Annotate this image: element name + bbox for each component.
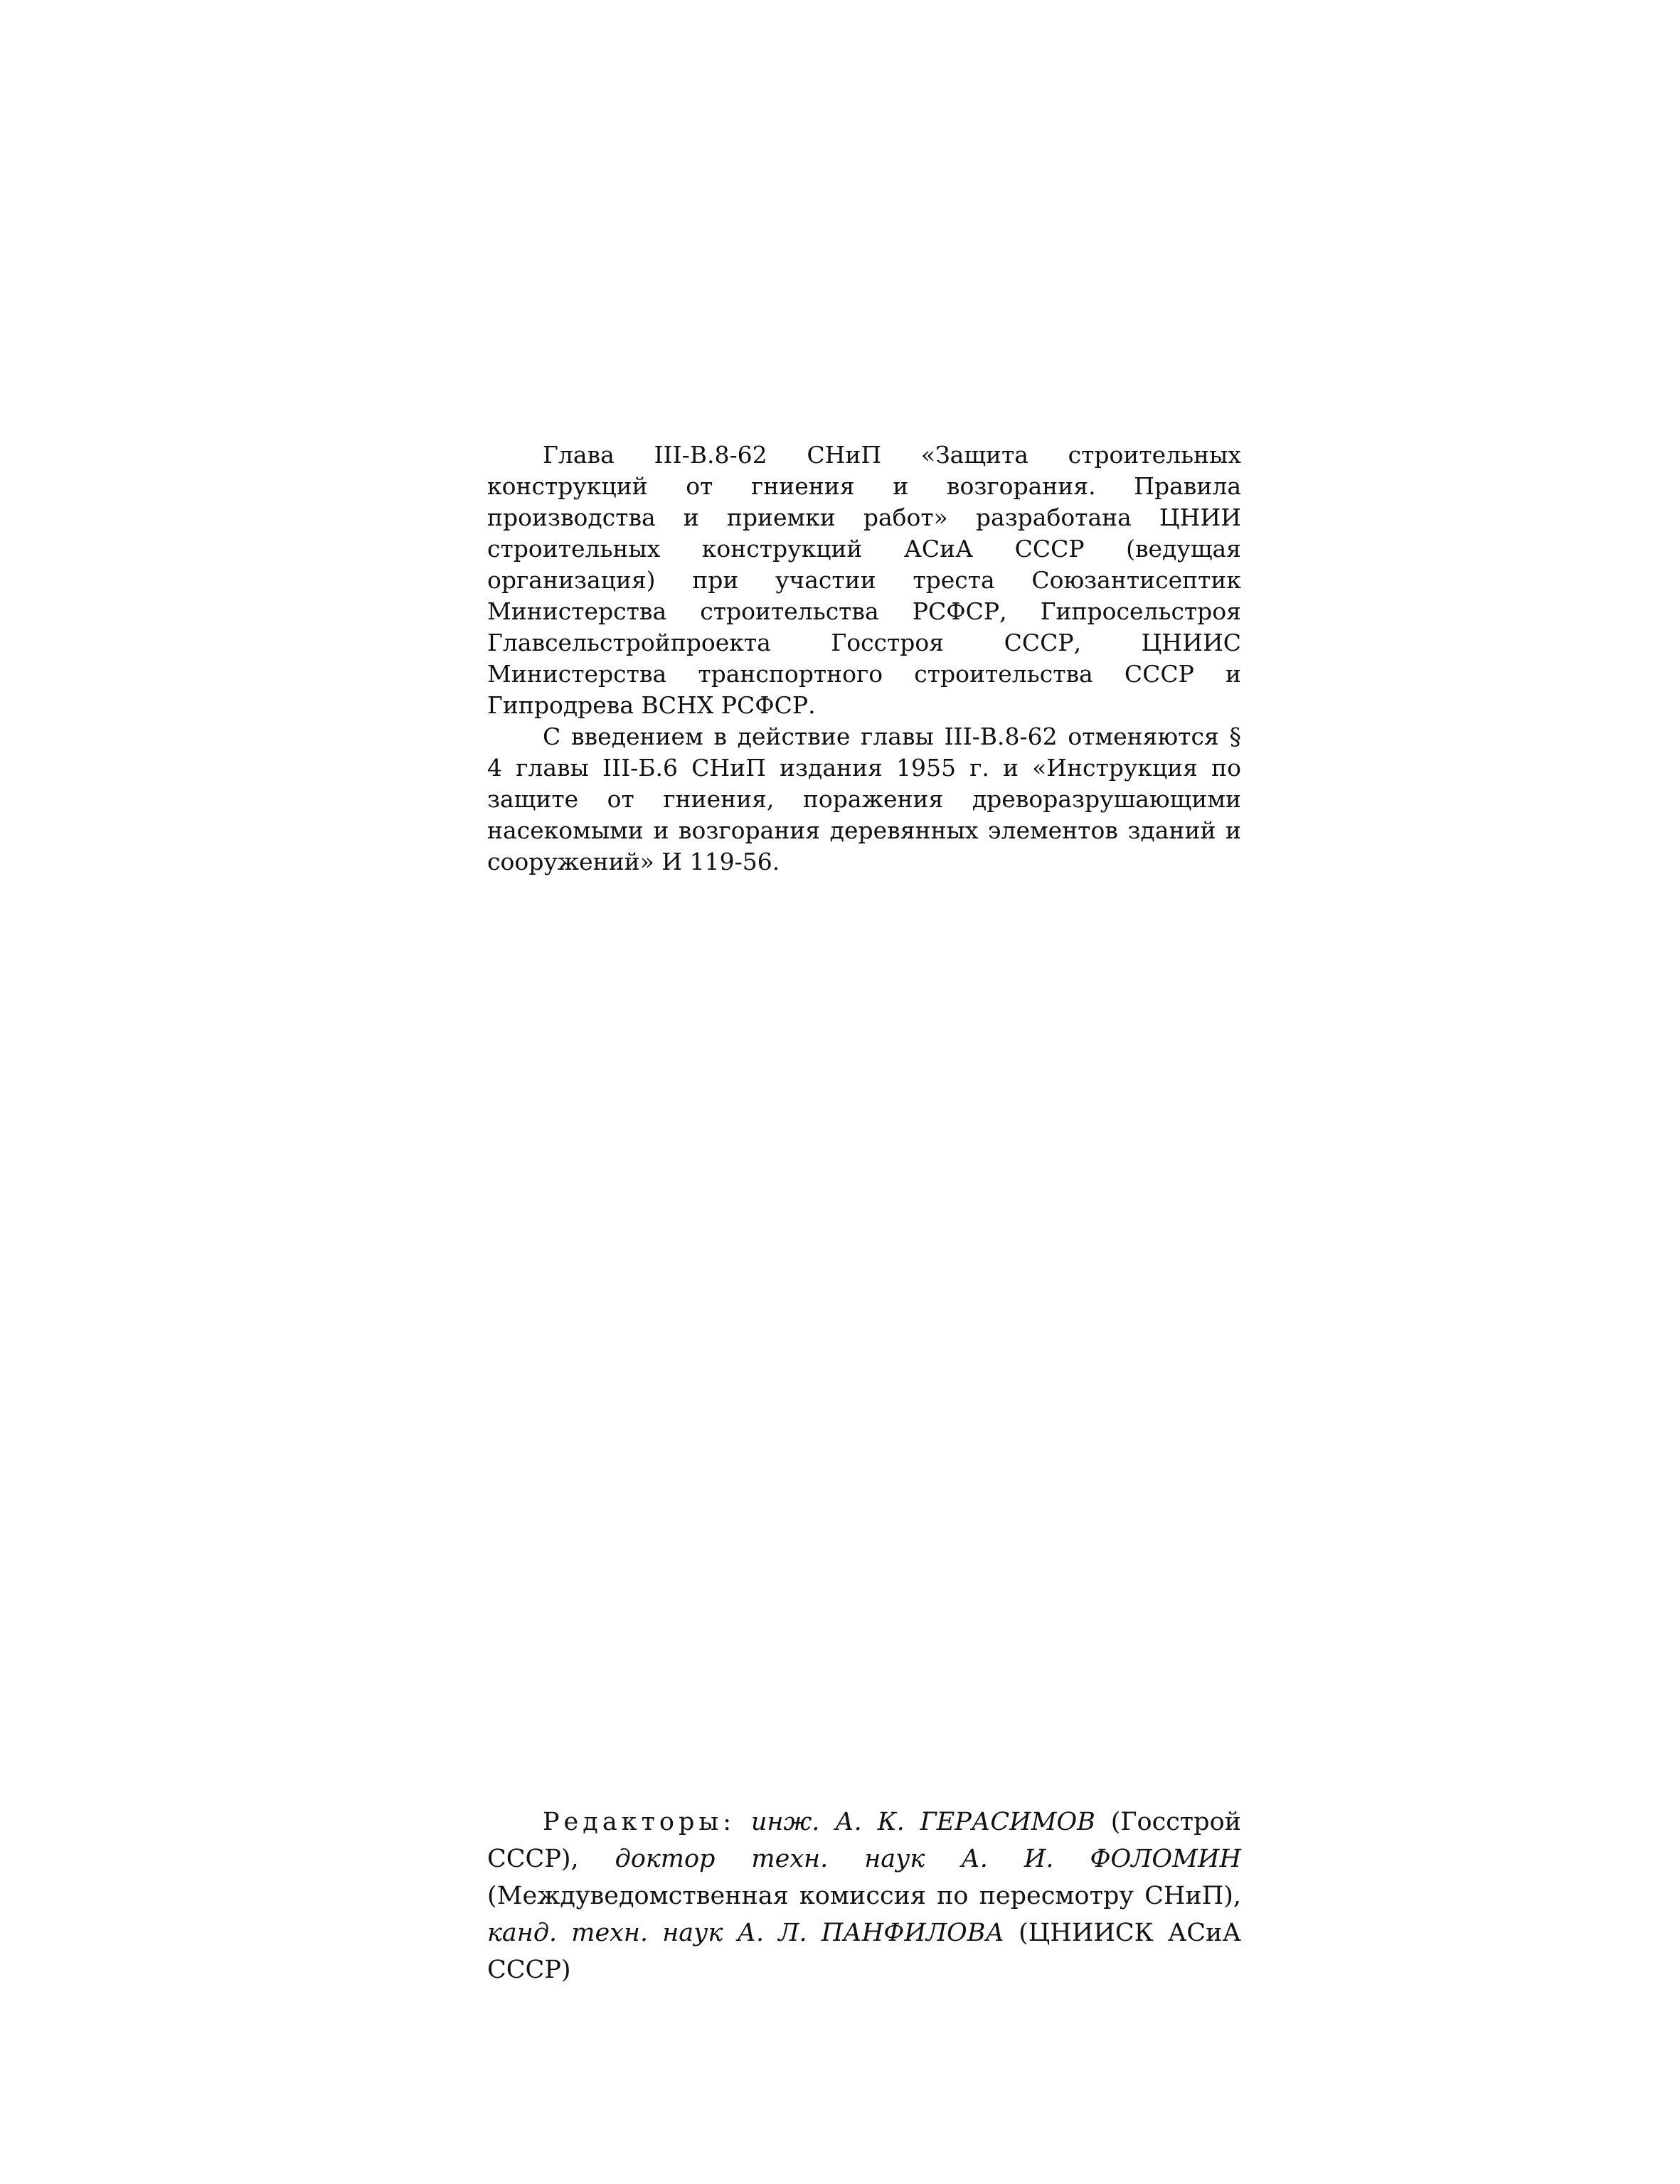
editors-section [487,1804,1241,1988]
editor-3-org: (ЦНИИСК АСиА СССР) [487,1919,1241,1984]
editor-3-name: канд. техн. наук А. Л. ПАНФИЛОВА [487,1919,1004,1947]
editors-paragraph [487,1804,1241,1988]
intro-paragraph-1: Глава III-В.8-62 СНиП «Защита строительных конструкций от гниения и возгорания. Правила производства и приемки работ» разработана ЦНИИ строительных конструкций АСиА СССР (ведущая организация) при участии треста Союзантисептик Министерства строительства РСФСР, Гипросельстроя Главсельстройпроекта Госстроя СССР, ЦНИИС Министерства транспортного строительства СССР и Гипродрева ВСНХ РСФСР. [487,441,1241,719]
editor-2-org: (Междуведомственная комиссия по пересмотру СНиП), [487,1882,1241,1910]
editor-1-org: (Госстрой СССР), [487,1808,1241,1873]
editors-label: Редакторы: [543,1808,736,1836]
editor-2-name: доктор техн. наук А. И. ФОЛОМИН [615,1845,1241,1873]
intro-paragraph-2: С введением в действие главы III-В.8-62 отменяются § 4 главы III-Б.6 СНиП издания 1955 г. и «Инструкция по защите от гниения, поражения древоразрушающими насекомыми и возгорания деревянных элементов зданий и сооружений» И 119-56. [487,723,1241,875]
editor-1-name: инж. А. К. ГЕРАСИМОВ [750,1808,1095,1836]
intro-section [487,440,1241,878]
